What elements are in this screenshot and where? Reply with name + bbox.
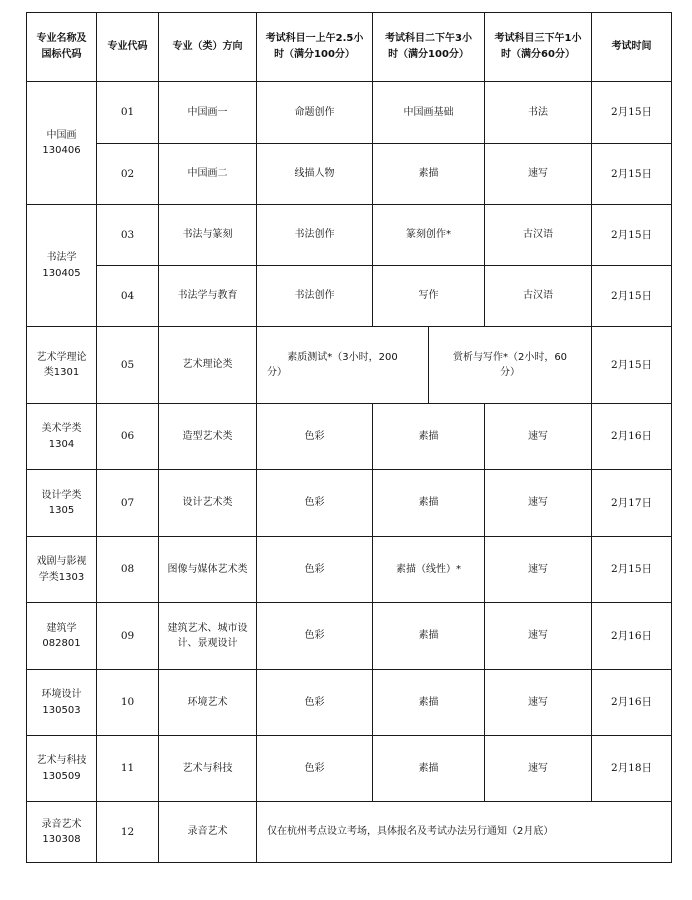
group-cell — [26, 602, 97, 670]
header-subject3-line2: 时（满分60分） — [501, 49, 575, 60]
group-cell — [26, 669, 97, 736]
table-row-subject3: 古汉语 — [484, 204, 592, 266]
table-row-direction: 中国画二 — [158, 143, 257, 205]
table-row-code: 11 — [96, 735, 159, 802]
table-row-code: 08 — [96, 536, 159, 603]
table-row-direction: 环境艺术 — [158, 669, 257, 736]
table-row-direction — [158, 602, 257, 670]
table-row-date: 2月15日 — [591, 536, 672, 603]
group-name: 艺术学理论 — [36, 351, 87, 363]
subject1-line1: 素质测试*（3小时，200 — [287, 351, 398, 363]
group-code: 1305 — [48, 505, 75, 516]
table-row-subject1: 色彩 — [256, 536, 373, 603]
table-row-subject2: 写作 — [372, 265, 485, 327]
header-major-code: 专业代码 — [96, 12, 159, 82]
group-name: 建筑学 — [46, 622, 77, 634]
group-name: 录音艺术 — [41, 818, 82, 830]
group-cell — [26, 326, 97, 404]
table-row-date: 2月16日 — [591, 669, 672, 736]
subject2-line1: 赏析与写作*（2小时，60 — [452, 351, 568, 363]
table-row-date: 2月15日 — [591, 326, 672, 404]
group-cell — [26, 204, 97, 327]
table-row-direction: 设计艺术类 — [158, 469, 257, 537]
table-row-date: 2月15日 — [591, 81, 672, 144]
table-row-subject2: 素描 — [372, 403, 485, 470]
group-code: 130406 — [42, 145, 81, 156]
group-code: 类1301 — [43, 367, 80, 378]
group-cell — [26, 469, 97, 537]
header-subject3-line1: 考试科目三下午1小 — [494, 33, 582, 44]
direction-line1: 建筑艺术、城市设 — [167, 622, 248, 634]
group-cell — [26, 81, 97, 205]
group-cell — [26, 536, 97, 603]
table-row-subject3: 速写 — [484, 469, 592, 537]
group-name: 设计学类 — [41, 489, 82, 501]
table-row-subject2: 素描 — [372, 735, 485, 802]
table-row-subject3: 古汉语 — [484, 265, 592, 327]
header-subject1-line1: 考试科目一上午2.5小 — [265, 33, 364, 44]
table-row-code: 09 — [96, 602, 159, 670]
table-row-code: 07 — [96, 469, 159, 537]
table-row-subject2: 中国画基础 — [372, 81, 485, 144]
table-row-date: 2月18日 — [591, 735, 672, 802]
group-code: 082801 — [42, 638, 81, 649]
table-row-direction: 中国画一 — [158, 81, 257, 144]
table-row-subject2: 素描 — [372, 469, 485, 537]
table-row-subject2-merged — [428, 326, 592, 404]
direction-line2: 计、景观设计 — [177, 638, 238, 649]
header-subject2 — [372, 12, 485, 82]
table-row-subject2: 篆刻创作* — [372, 204, 485, 266]
table-row-subject1: 色彩 — [256, 469, 373, 537]
group-cell — [26, 403, 97, 470]
table-row-direction: 造型艺术类 — [158, 403, 257, 470]
table-row-direction: 录音艺术 — [158, 801, 257, 863]
group-name: 美术学类 — [41, 423, 82, 434]
header-exam-date: 考试时间 — [591, 12, 672, 82]
table-row-date: 2月16日 — [591, 602, 672, 670]
header-major-name-line2: 国标代码 — [41, 49, 82, 60]
group-name: 艺术与科技 — [36, 755, 87, 766]
table-row-date: 2月15日 — [591, 204, 672, 266]
table-row-subject3: 速写 — [484, 536, 592, 603]
group-code: 130308 — [42, 834, 81, 845]
header-subject2-line1: 考试科目二下午3小 — [385, 33, 472, 44]
table-row-date: 2月17日 — [591, 469, 672, 537]
table-row-date: 2月16日 — [591, 403, 672, 470]
table-row-subject1: 命题创作 — [256, 81, 373, 144]
table-row-subject3: 书法 — [484, 81, 592, 144]
table-row-note: 仅在杭州考点设立考场，具体报名及考试办法另行通知（2月底） — [256, 801, 672, 863]
table-row-code: 05 — [96, 326, 159, 404]
group-code: 1304 — [48, 438, 75, 450]
header-subject1 — [256, 12, 373, 82]
table-row-direction: 图像与媒体艺术类 — [158, 536, 257, 603]
group-name: 中国画 — [46, 129, 77, 141]
header-major-name-line1: 专业名称及 — [36, 33, 87, 44]
header-direction: 专业（类）方向 — [158, 12, 257, 82]
group-cell — [26, 801, 97, 863]
table-row-direction: 艺术理论类 — [158, 326, 257, 404]
table-row-subject3: 速写 — [484, 143, 592, 205]
table-row-subject3: 速写 — [484, 735, 592, 802]
table-row-subject2: 素描 — [372, 669, 485, 736]
table-row-code: 10 — [96, 669, 159, 736]
table-row-subject3: 速写 — [484, 403, 592, 470]
table-row-subject2: 素描（线性）* — [372, 536, 485, 603]
table-row-date: 2月15日 — [591, 265, 672, 327]
table-row-subject2: 素描 — [372, 602, 485, 670]
table-row-date: 2月15日 — [591, 143, 672, 205]
group-code: 学类1303 — [38, 571, 85, 583]
header-major-name — [26, 12, 97, 82]
table-row-subject1: 色彩 — [256, 669, 373, 736]
table-row-subject1: 色彩 — [256, 735, 373, 802]
table-row-code: 06 — [96, 403, 159, 470]
subject2-line2: 分） — [500, 367, 520, 378]
group-code: 130509 — [42, 770, 81, 782]
table-row-subject3: 速写 — [484, 602, 592, 670]
group-cell — [26, 735, 97, 802]
group-code: 130503 — [42, 704, 81, 716]
table-row-direction: 书法学与教育 — [158, 265, 257, 327]
table-row-code: 03 — [96, 204, 159, 266]
group-name: 戏剧与影视 — [36, 556, 87, 567]
group-code: 130405 — [42, 267, 81, 279]
header-subject2-line2: 时（满分100分） — [388, 49, 469, 60]
table-row-direction: 书法与篆刻 — [158, 204, 257, 266]
table-row-subject1: 书法创作 — [256, 265, 373, 327]
table-row-code: 12 — [96, 801, 159, 863]
table-row-subject1-merged — [256, 326, 429, 404]
group-name: 书法学 — [46, 252, 77, 263]
table-row-code: 02 — [96, 143, 159, 205]
table-row-subject1: 色彩 — [256, 403, 373, 470]
table-row-code: 04 — [96, 265, 159, 327]
table-row-subject3: 速写 — [484, 669, 592, 736]
subject1-line2: 分） — [267, 367, 287, 378]
header-subject3 — [484, 12, 592, 82]
group-name: 环境设计 — [41, 689, 82, 700]
table-row-subject2: 素描 — [372, 143, 485, 205]
table-row-subject1: 色彩 — [256, 602, 373, 670]
table-row-subject1: 书法创作 — [256, 204, 373, 266]
table-row-subject1: 线描人物 — [256, 143, 373, 205]
table-row-direction: 艺术与科技 — [158, 735, 257, 802]
header-subject1-line2: 时（满分100分） — [274, 49, 355, 60]
table-row-code: 01 — [96, 81, 159, 144]
